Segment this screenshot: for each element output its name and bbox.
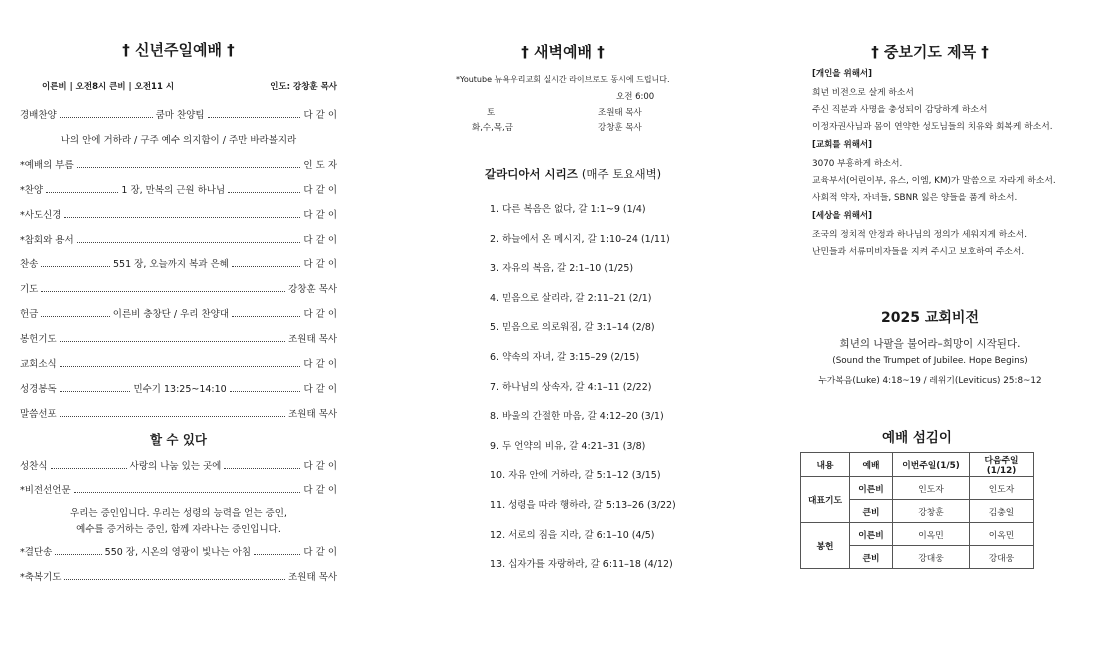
dot-leader (41, 315, 109, 317)
duty-service: 큰비 (850, 546, 893, 569)
dawn-title: † 새벽예배 † (521, 43, 605, 61)
prayer-title: † 중보기도 제목 † (871, 43, 989, 61)
duty-header: 내용 (801, 453, 850, 477)
dot-leader (74, 491, 301, 493)
service-note: 예수를 증거하는 증인, 함께 자라나는 증인입니다. (76, 524, 281, 535)
service-item (20, 482, 337, 496)
dot-leader (51, 467, 127, 469)
prayer-item: 주신 직분과 사명을 충성되이 감당하게 하소서 (812, 104, 988, 115)
service-item-leader: 다 같 이 (303, 547, 337, 558)
service-item-leader: 다 같 이 (303, 110, 338, 121)
dot-leader (55, 553, 101, 555)
service-item-label: 경배찬양 (20, 110, 57, 121)
service-item-leader: 다 같 이 (303, 461, 338, 472)
service-item-label: 기도 (20, 284, 39, 296)
service-item-leader: 조원태 목사 (288, 408, 337, 420)
duty-group-name: 봉헌 (801, 523, 850, 569)
service-item-detail: 이른비 충창단 / 우리 찬양대 (112, 309, 230, 321)
service-item-detail: 1 장, 만복의 근원 하나님 (121, 184, 226, 196)
service-item-label: *사도신경 (20, 209, 62, 221)
duty-this-week: 인도자 (893, 477, 970, 500)
series-item: 6. 약속의 자녀, 갈 3:15–29 (2/15) (490, 352, 640, 363)
series-item: 4. 믿음으로 살리라, 갈 2:11–21 (2/1) (490, 292, 652, 304)
dot-leader (228, 191, 300, 193)
dot-leader (41, 290, 285, 292)
duty-group-name: 대표기도 (801, 477, 850, 523)
series-item: 11. 성령을 따라 행하라, 갈 5:13–26 (3/22) (490, 500, 676, 511)
dot-leader (254, 553, 300, 555)
vision-line-1: 희년의 나팔을 불어라–희망이 시작된다. (839, 338, 1021, 350)
service-item-label: *예배의 부름 (20, 159, 74, 171)
service-item (20, 107, 337, 121)
dot-leader (208, 116, 301, 118)
series-item: 9. 두 언약의 비유, 갈 4:21–31 (3/8) (490, 440, 646, 452)
service-item-label: 말씀선포 (20, 408, 57, 420)
series-subtitle: (매주 토요새벽) (581, 167, 662, 181)
dot-leader (60, 340, 285, 342)
service-item-leader: 다 같 이 (303, 383, 338, 395)
service-item (20, 306, 337, 320)
dot-leader (77, 166, 301, 168)
series-item: 7. 하나님의 상속자, 갈 4:1–11 (2/22) (490, 381, 652, 393)
dot-leader (232, 315, 300, 317)
service-item (20, 157, 337, 171)
series-name: 갈라디아서 시리즈 (485, 167, 578, 181)
service-note: 나의 안에 거하라 / 구주 예수 의지함이 / 주만 바라볼지라 (60, 134, 297, 146)
service-item (20, 331, 337, 345)
prayer-group-heading: [개인을 위해서] (812, 69, 872, 79)
dot-leader (60, 365, 301, 367)
service-preacher: 인도: 강창훈 목사 (270, 82, 337, 92)
service-item-label: 찬송 (20, 259, 39, 271)
duty-next-week: 인도자 (970, 477, 1034, 500)
service-item-label: *축복기도 (20, 572, 62, 583)
vision-title: 2025 교회비전 (881, 310, 979, 326)
duty-title: 예배 섬김이 (882, 430, 952, 446)
service-item-leader: 다 같 이 (303, 259, 338, 271)
duty-this-week: 강창훈 (893, 500, 970, 523)
service-item-detail: 민수기 13:25~14:10 (133, 383, 227, 395)
duty-header: 다음주일(1/12) (970, 453, 1034, 477)
service-item (20, 232, 337, 246)
dawn-day-1: 토 (487, 108, 496, 118)
dot-leader (64, 216, 300, 218)
service-item-label: 교회소식 (20, 359, 57, 370)
dawn-leader-2: 강창훈 목사 (598, 123, 642, 133)
service-item (20, 207, 337, 221)
duty-table (800, 452, 1034, 569)
dot-leader (60, 415, 285, 417)
dot-leader (60, 116, 153, 118)
dawn-time: 오전 6:00 (616, 92, 655, 102)
service-item (20, 256, 337, 270)
dot-leader (232, 265, 301, 267)
series-item: 8. 바울의 간절한 마음, 갈 4:12–20 (3/1) (490, 411, 664, 423)
series-title (485, 166, 661, 182)
service-item-label: *결단송 (20, 547, 53, 558)
duty-next-week: 이옥민 (970, 523, 1034, 546)
service-item-leader: 강창훈 목사 (288, 284, 337, 296)
series-item: 3. 자유의 복음, 갈 2:1–10 (1/25) (490, 263, 634, 275)
dawn-notice: *Youtube 뉴욕우리교회 실시간 라이브로도 동시에 드립니다. (456, 75, 670, 84)
vision-line-2: (Sound the Trumpet of Jubilee. Hope Begins) (832, 356, 1028, 366)
prayer-item: 희년 비전으로 살게 하소서 (812, 87, 914, 98)
service-item (20, 356, 337, 370)
service-item-leader: 조원태 목사 (288, 572, 337, 583)
prayer-item: 3070 부흥하게 하소서. (812, 158, 903, 169)
prayer-item: 이정자권사님과 몸이 연약한 성도님들의 치유와 회복케 하소서. (812, 121, 1053, 132)
duty-row (801, 477, 1034, 500)
duty-header-row (801, 453, 1034, 477)
duty-this-week: 이옥민 (893, 523, 970, 546)
service-item-label: *비전선언문 (20, 485, 71, 496)
service-item (20, 458, 337, 472)
duty-row (801, 523, 1034, 546)
service-item-label: 성경봉독 (20, 383, 57, 395)
prayer-item: 사회적 약자, 자녀들, SBNR 잃은 양들을 품게 하소서. (812, 193, 1018, 203)
dot-leader (230, 390, 301, 392)
duty-service: 큰비 (850, 500, 893, 523)
service-item-leader: 다 같 이 (303, 359, 337, 370)
prayer-item: 교육부서(어린이부, 유스, 이엠, KM)가 말씀으로 자라게 하소서. (812, 175, 1056, 186)
service-item-label: *참회와 용서 (20, 234, 74, 246)
duty-header: 예배 (850, 453, 893, 477)
series-item: 12. 서로의 짐을 지라, 갈 6:1–10 (4/5) (490, 529, 655, 541)
dot-leader (60, 390, 131, 392)
service-item (20, 406, 337, 420)
service-item-leader: 다 같 이 (303, 234, 337, 246)
service-item (20, 381, 337, 395)
service-item (20, 281, 337, 295)
service-times: 이른비 | 오전8시 큰비 | 오전11 시 (42, 82, 175, 92)
service-item-detail: 551 장, 오늘까지 복과 은혜 (112, 259, 229, 271)
service-item-leader: 다 같 이 (303, 184, 337, 196)
service-item-detail: 사랑의 나눔 있는 곳에 (129, 461, 222, 472)
service-item-label: 봉헌기도 (20, 334, 57, 346)
service-item (20, 544, 337, 558)
prayer-group-heading: [세상을 위해서] (812, 211, 872, 222)
duty-service: 이른비 (850, 523, 893, 546)
service-item-label: 헌금 (20, 309, 39, 321)
dot-leader (46, 191, 118, 193)
prayer-item: 조국의 정치적 안정과 하나님의 정의가 세워지게 하소서. (812, 229, 1028, 240)
prayer-item: 난민들과 서류미비자들을 지켜 주시고 보호하여 주소서. (812, 246, 1025, 257)
duty-next-week: 강대웅 (970, 546, 1034, 569)
dawn-leader-1: 조원태 목사 (598, 108, 642, 118)
duty-service: 이른비 (850, 477, 893, 500)
prayer-group-heading: [교회를 위해서] (812, 140, 872, 151)
dot-leader (77, 241, 301, 243)
service-item-detail: 쿰마 찬양팀 (155, 110, 205, 121)
service-item-leader: 인 도 자 (303, 159, 337, 171)
service-item-label: *찬양 (20, 184, 44, 196)
service-item (20, 569, 337, 583)
series-item: 5. 믿음으로 의로워짐, 갈 3:1–14 (2/8) (490, 322, 655, 334)
vision-line-3: 누가복음(Luke) 4:18~19 / 레위기(Leviticus) 25:8~12 (818, 376, 1042, 386)
series-item: 1. 다른 복음은 없다, 갈 1:1~9 (1/4) (490, 204, 646, 215)
section2-title: 할 수 있다 (149, 432, 207, 447)
duty-header: 이번주일(1/5) (893, 453, 970, 477)
dot-leader (224, 467, 300, 469)
service-item-detail: 550 장, 시온의 영광이 빛나는 아침 (104, 547, 252, 558)
series-item: 13. 십자가를 자랑하라, 갈 6:11–18 (4/12) (490, 559, 673, 571)
series-item: 2. 하늘에서 온 메시지, 갈 1:10–24 (1/11) (490, 233, 670, 245)
service-item-leader: 다 같 이 (303, 309, 338, 321)
service-item-leader: 조원태 목사 (288, 334, 337, 346)
service-item-leader: 다 같 이 (303, 209, 337, 221)
duty-next-week: 김충일 (970, 500, 1034, 523)
service-item-leader: 다 같 이 (303, 485, 337, 496)
service-item-label: 성찬식 (20, 461, 48, 472)
duty-this-week: 강대웅 (893, 546, 970, 569)
dot-leader (41, 265, 110, 267)
service-title: † 신년주일예배 † (122, 41, 235, 59)
dawn-day-2: 화,수,목,금 (472, 123, 513, 133)
dot-leader (64, 578, 285, 580)
series-item: 10. 자유 안에 거하라, 갈 5:1–12 (3/15) (490, 470, 661, 482)
service-item (20, 182, 337, 196)
service-note: 우리는 증인입니다. 우리는 성령의 능력을 얻는 증인, (70, 508, 287, 519)
